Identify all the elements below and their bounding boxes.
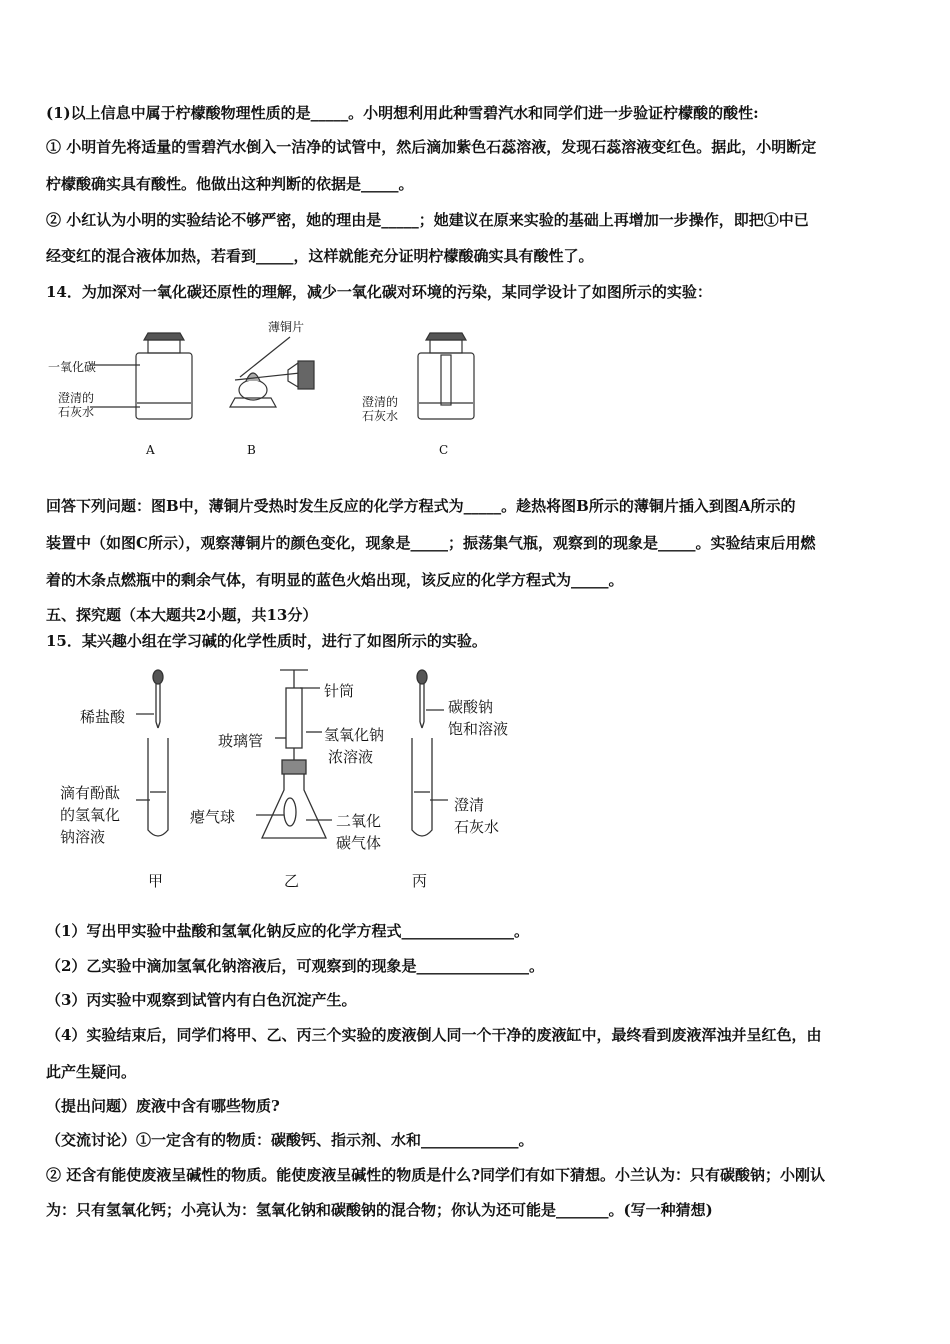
q15-part4-line-1: （4）实验结束后，同学们将甲、乙、丙三个实验的废液倒人同一个干净的废液缸中，最终看到废液浑浊并呈红色，由	[46, 1026, 822, 1044]
q15-part1: （1）写出甲实验中盐酸和氢氧化钠反应的化学方程式_______________。	[46, 922, 529, 940]
section-five-heading: 五、探究题（本大题共2小题，共13分）	[46, 606, 318, 624]
q13-step2-line: ② 小红认为小明的实验结论不够严密，她的理由是_____；她建议在原来实验的基础上再增加一步操作，即把①中已	[46, 211, 809, 229]
caption-bing: 丙	[412, 872, 428, 890]
label-naoh-2: 浓溶液	[328, 748, 374, 766]
q15-part4-line-2: 此产生疑问。	[46, 1063, 137, 1081]
label-phenolphthalein-2: 的氢氧化	[60, 806, 121, 824]
q14-stem: 14．为加深对一氧化碳还原性的理解，减少一氧化碳对环境的污染，某同学设计了如图所示的实验：	[46, 283, 712, 301]
caption-c: C	[439, 443, 449, 457]
label-limewater-c-1: 澄清的	[362, 395, 399, 409]
label-na2co3-2: 饱和溶液	[448, 720, 509, 738]
label-limewater-bing-1: 澄清	[454, 796, 485, 814]
label-limewater-bing-2: 石灰水	[454, 818, 500, 836]
q14-apparatus-drawing	[40, 315, 480, 465]
caption-yi: 乙	[284, 872, 300, 890]
q13-step1-line-cont: 柠檬酸确实具有酸性。他做出这种判断的依据是_____。	[46, 175, 414, 193]
label-deflated-balloon: 瘪气球	[190, 808, 236, 826]
label-phenolphthalein-3: 钠溶液	[60, 828, 106, 846]
q14-answer-line-1: 回答下列问题：图B中，薄铜片受热时发生反应的化学方程式为_____。趁热将图B所示的薄铜片插入到图A所示的	[46, 497, 796, 515]
q13-part1-line: (1)以上信息中属于柠檬酸物理性质的是_____。小明想利用此种雪碧汽水和同学们进一步验证柠檬酸的酸性:	[46, 104, 759, 122]
label-limewater-a-2: 石灰水	[58, 405, 95, 419]
q15-part3: （3）丙实验中观察到试管内有白色沉淀产生。	[46, 991, 357, 1009]
label-naoh-1: 氢氧化钠	[324, 726, 385, 744]
q14-figure	[40, 315, 480, 465]
q15-figure	[50, 660, 530, 900]
label-copper-sheet: 薄铜片	[268, 320, 305, 334]
label-glass-tube: 玻璃管	[218, 732, 264, 750]
caption-a: A	[146, 443, 155, 457]
q15-part2: （2）乙实验中滴加氢氧化钠溶液后，可观察到的现象是_______________。	[46, 957, 544, 975]
q15-discussion-2-line-1: ② 还含有能使废液呈碱性的物质。能使废液呈碱性的物质是什么?同学们有如下猜想。小兰认为：只有碳酸钠；小刚认	[46, 1166, 826, 1184]
caption-jia: 甲	[148, 872, 164, 890]
label-syringe: 针筒	[324, 682, 355, 700]
caption-b: B	[247, 443, 256, 457]
label-limewater-c-2: 石灰水	[362, 409, 399, 423]
label-carbon-monoxide: 一氧化碳	[48, 360, 97, 374]
q15-stem: 15．某兴趣小组在学习碱的化学性质时，进行了如图所示的实验。	[46, 632, 487, 650]
q15-discussion-1: （交流讨论）①一定含有的物质：碳酸钙、指示剂、水和_____________。	[46, 1131, 534, 1149]
q15-question: （提出问题）废液中含有哪些物质?	[46, 1097, 280, 1115]
label-dilute-hcl: 稀盐酸	[80, 708, 126, 726]
label-limewater-a-1: 澄清的	[58, 391, 95, 405]
label-co2-2: 碳气体	[336, 834, 382, 852]
label-co2-1: 二氧化	[336, 812, 382, 830]
q15-discussion-2-line-2: 为：只有氢氧化钙；小亮认为：氢氧化钠和碳酸钠的混合物；你认为还可能是_______。(写一种猜想)	[46, 1201, 713, 1219]
q14-answer-line-2: 装置中（如图C所示），观察薄铜片的颜色变化，现象是_____；振荡集气瓶，观察到的现象是_____。实验结束后用燃	[46, 534, 816, 552]
label-na2co3-1: 碳酸钠	[448, 698, 494, 716]
q13-step2-line-cont: 经变红的混合液体加热，若看到_____，这样就能充分证明柠檬酸确实具有酸性了。	[46, 247, 594, 265]
q13-step1-line: ① 小明首先将适量的雪碧汽水倒入一洁净的试管中，然后滴加紫色石蕊溶液，发现石蕊溶液变红色。据此，小明断定	[46, 138, 817, 156]
label-phenolphthalein-1: 滴有酚酞	[60, 784, 121, 802]
q14-answer-line-3: 着的木条点燃瓶中的剩余气体，有明显的蓝色火焰出现，该反应的化学方程式为_____。	[46, 571, 624, 589]
